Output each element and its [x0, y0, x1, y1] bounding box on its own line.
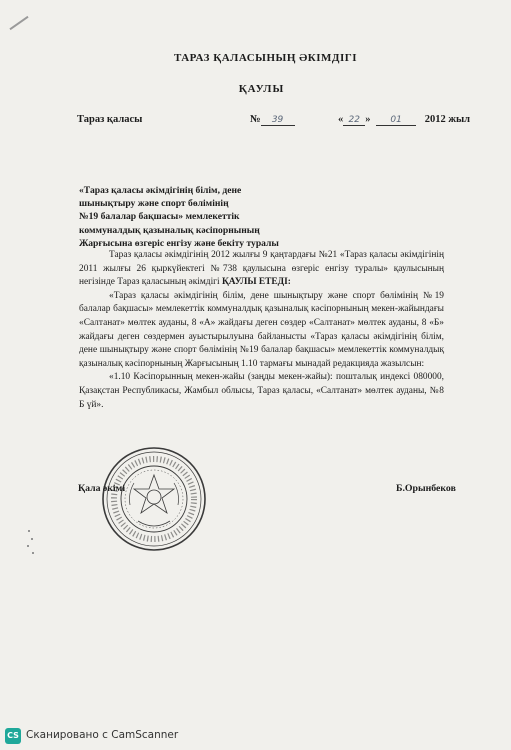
- subject-line: «Тараз қаласы әкімдігінің білім, дене: [79, 185, 242, 196]
- date-open-quote: «: [338, 114, 344, 125]
- doc-date: [338, 114, 470, 126]
- subject-line: шынықтыру және спорт бөлімінің: [79, 198, 229, 210]
- doc-number: [250, 114, 295, 126]
- number-prefix: №: [250, 114, 261, 125]
- scan-corner-mark: [9, 16, 28, 30]
- camscanner-footer: [0, 725, 511, 750]
- body-text: [79, 249, 444, 412]
- body-paragraph: «Тараз қаласы әкімдігінің білім, дене шынықтыру және спорт бөлімінің №19 балалар бақшасы» мемлекеттік коммуналдық қазыналық кәсіпорнының мекен-жайындағы «Салтанат» мөлтек ауданы, 8 «А» жайдағы деген сөздер «Салтанат» мөлтек ауданы, 8 «Б» жайдағы деген сөздермен ауыстырылуына байланысты «Тараз қаласы әкімдігінің білім, дене шынықтыру және спорт бөлімінің №19 балалар бақшасы» мемлекеттік коммуналдық қазыналық кәсіпорнының Жарғысының 1.10 тармағы мынадай редакцияда жазылсын:: [79, 290, 444, 369]
- date-close-quote: »: [365, 114, 371, 125]
- body-paragraph: «1.10 Кәсіпорынның мекен-жайы (заңды мекен-жайы): пошталық индексі 080000, Қазақстан Республикасы, Жамбыл облысы, Тараз қаласы, «Салтанат» мөлтек ауданы, №8 Б үй».: [79, 372, 444, 410]
- official-seal-stamp: [100, 445, 208, 553]
- org-title: ТАРАЗ ҚАЛАСЫНЫҢ ӘКІМДІГІ: [173, 52, 358, 64]
- camscanner-watermark: Сканировано с CamScanner: [26, 729, 179, 741]
- number-handwritten: 39: [261, 115, 295, 126]
- date-month-handwritten: 01: [376, 115, 416, 126]
- body-paragraph: [79, 249, 444, 290]
- subject-line: коммуналдық қазыналық кәсіпорнының: [79, 224, 260, 236]
- doc-type-title: ҚАУЛЫ: [238, 83, 285, 95]
- subject-block: [79, 184, 279, 250]
- preamble-text: Тараз қаласы әкімдігінің 2012 жылғы 9 қаңтардағы №21 «Тараз қаласы әкімдігінің 2011 жылғы 26 қыркүйектегі №738 қаулысына өзгеріс енгізу туралы» қаулысының негізінде Тараз қаласының әкімдігі: [79, 250, 444, 288]
- signatory-title: Қала әкімі: [78, 483, 126, 494]
- signatory-name: Б.Орынбеков: [396, 483, 456, 494]
- city-label: Тараз қаласы: [77, 114, 143, 125]
- camscanner-logo-icon: CS: [5, 728, 21, 744]
- date-year: 2012 жыл: [424, 114, 471, 125]
- scan-speckles: [26, 530, 36, 560]
- resolve-phrase: ҚАУЛЫ ЕТЕДІ:: [221, 277, 291, 288]
- date-day-handwritten: 22: [343, 115, 365, 126]
- subject-line: Жарғысына өзгеріс енгізу және бекіту туралы: [79, 237, 279, 249]
- subject-line: №19 балалар бақшасы» мемлекеттік: [79, 211, 240, 223]
